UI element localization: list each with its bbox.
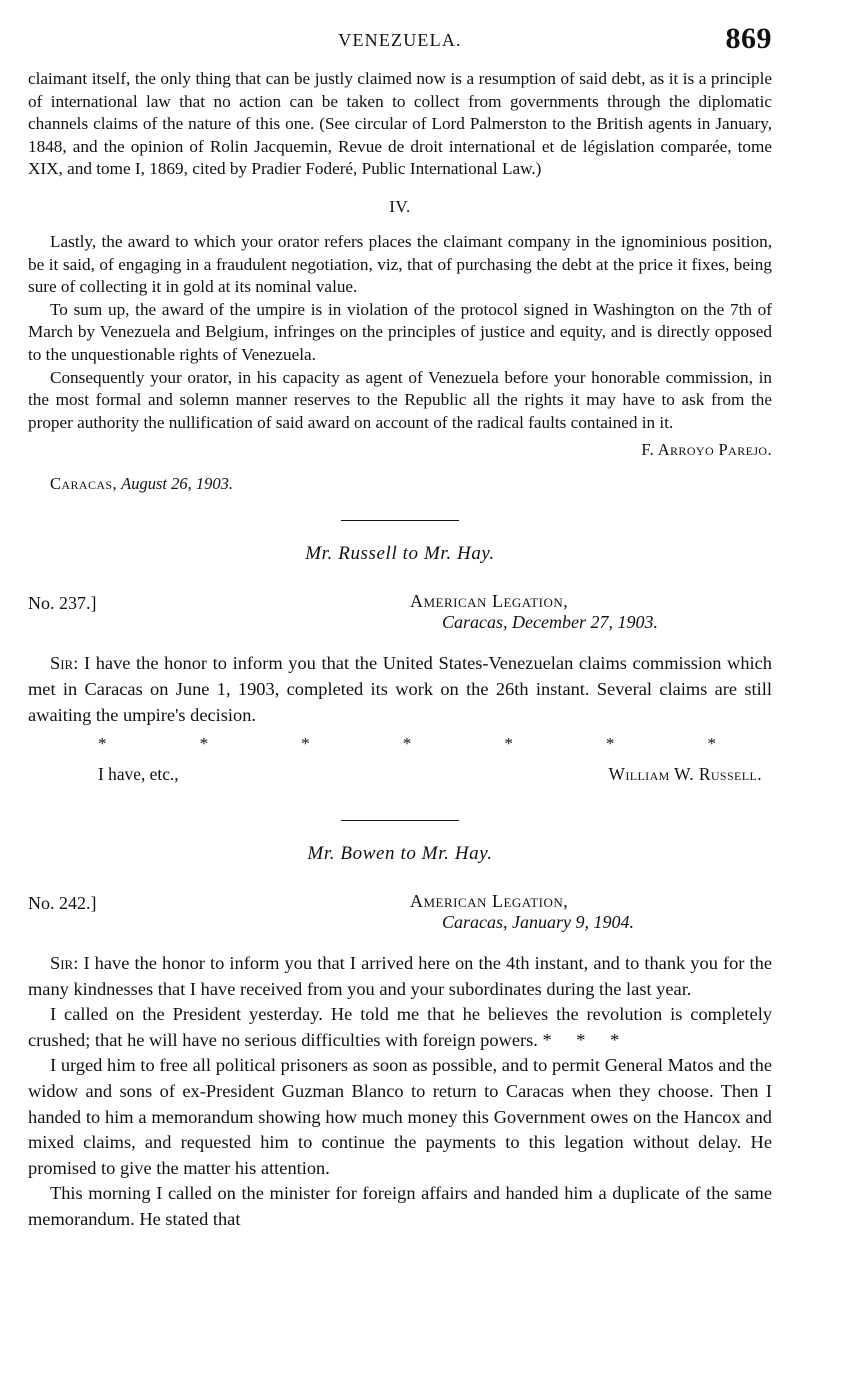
signature-arroyo-parejo: F. Arroyo Parejo.: [641, 440, 772, 460]
legation-place-date-bowen: Caracas, January 9, 1904.: [442, 912, 634, 933]
letter-title-bowen: Mr. Bowen to Mr. Hay.: [307, 843, 493, 865]
star-3: *: [301, 734, 310, 754]
document-number-russell: No. 237.]: [28, 593, 97, 614]
legation-block-russell: [368, 591, 772, 633]
salutation-bowen: Sir:: [50, 953, 79, 974]
section-iv-paragraph-1: Lastly, the award to which your orator refers places the claimant company in the ignominious position, be it said, of engaging in a fraudulent negotiation, viz, that of purchasing the debt at the price it fixes, being sure of collecting it in gold at its nominal value.: [28, 231, 772, 297]
star-1: *: [98, 734, 107, 754]
signer-russell: William W. Russell.: [608, 764, 762, 785]
star-6: *: [605, 734, 615, 754]
letter-body-bowen: [28, 951, 772, 1233]
page-content: [28, 22, 772, 1233]
bowen-inline-stars: * * *: [542, 1029, 630, 1050]
page-header: [28, 22, 772, 68]
bowen-paragraph-2-text: I called on the President yesterday. He told me that he believes the revolution is completely crushed; that he will have no serious difficulties with foreign powers.: [28, 1004, 772, 1050]
legation-place-date-russell: Caracas, December 27, 1903.: [442, 612, 658, 633]
section-divider-2: [341, 820, 459, 821]
closing-phrase-russell: I have, etc.,: [98, 764, 179, 785]
section-divider-1: [341, 520, 459, 521]
section-iv-paragraph-3: Consequently your orator, in his capacity as agent of Venezuela before your honorable commission, in the most formal and solemn manner reserves to the Republic all the rights it may have to ask from the proper authority the nullification of said award on account of the radical faults contained in it.: [28, 367, 772, 432]
dateline-date: August 26, 1903.: [121, 474, 233, 494]
star-4: *: [402, 734, 412, 754]
letterhead-bowen: [28, 891, 772, 945]
section-number-iv: IV.: [389, 196, 411, 216]
closing-russell: [28, 764, 772, 794]
letter-title-russell: Mr. Russell to Mr. Hay.: [305, 543, 495, 565]
star-5: *: [504, 734, 513, 754]
section-iv-paragraph-2: To sum up, the award of the umpire is in violation of the protocol signed in Washington on the 7th of March by Venezuela and Belgium, infringes on the principles of justice and equity, and is directly opposed to the unquestionable rights of Venezuela.: [28, 299, 772, 364]
dateline: [28, 474, 772, 494]
bowen-paragraph-1: [28, 951, 772, 1002]
legation-name-russell: American Legation,: [410, 591, 569, 612]
star-7: *: [707, 734, 716, 754]
star-2: *: [199, 734, 209, 754]
russell-body-paragraph: [28, 651, 772, 728]
document-number-bowen: No. 242.]: [28, 893, 97, 914]
russell-body-text: I have the honor to inform you that the United States-Venezuelan claims commission which met in Caracas on June 1, 1903, completed its work on the 26th instant. Several claims are still awaiting the umpire's decision.: [28, 653, 772, 725]
letterhead-russell: [28, 591, 772, 645]
salutation-russell: Sir:: [50, 653, 79, 674]
legation-name-bowen: American Legation,: [410, 891, 569, 912]
page-number: 869: [725, 22, 772, 55]
bowen-paragraph-3: I urged him to free all political prisoners as soon as possible, and to permit General Matos and the widow and sons of ex-President Guzman Blanco to return to Caracas when they choose. Then I handed to him a memorandum showing how much money this Government owes on the Hancox and mixed claims, and requested him to continue the payments to this legation without delay. He promised to give the matter his attention.: [28, 1055, 772, 1178]
running-head: VENEZUELA.: [338, 30, 462, 50]
top-paragraph: claimant itself, the only thing that can be justly claimed now is a resumption of said debt, as it is a principle of international law that no action can be taken to collect from governments through the diplomatic channels claims of the nature of this one. (See circular of Lord Palmerston to the British agents in January, 1848, and the opinion of Rolin Jacquemin, Revue de droit international et de législation comparée, tome XIX, and tome I, 1869, cited by Pradier Foderé, Public International Law.): [28, 69, 772, 179]
star-break-russell: [28, 728, 772, 754]
legation-block-bowen: [368, 891, 772, 933]
bowen-paragraph-2: [28, 1002, 772, 1053]
letter-body-russell: [28, 651, 772, 728]
bowen-paragraph-1-text: I have the honor to inform you that I arrived here on the 4th instant, and to thank you for the many kindnesses that I have received from you and your subordinates during the last year.: [28, 953, 772, 999]
bowen-paragraph-4: This morning I called on the minister for foreign affairs and handed him a duplicate of the same memorandum. He stated that: [28, 1183, 772, 1230]
dateline-city: Caracas,: [50, 474, 118, 494]
